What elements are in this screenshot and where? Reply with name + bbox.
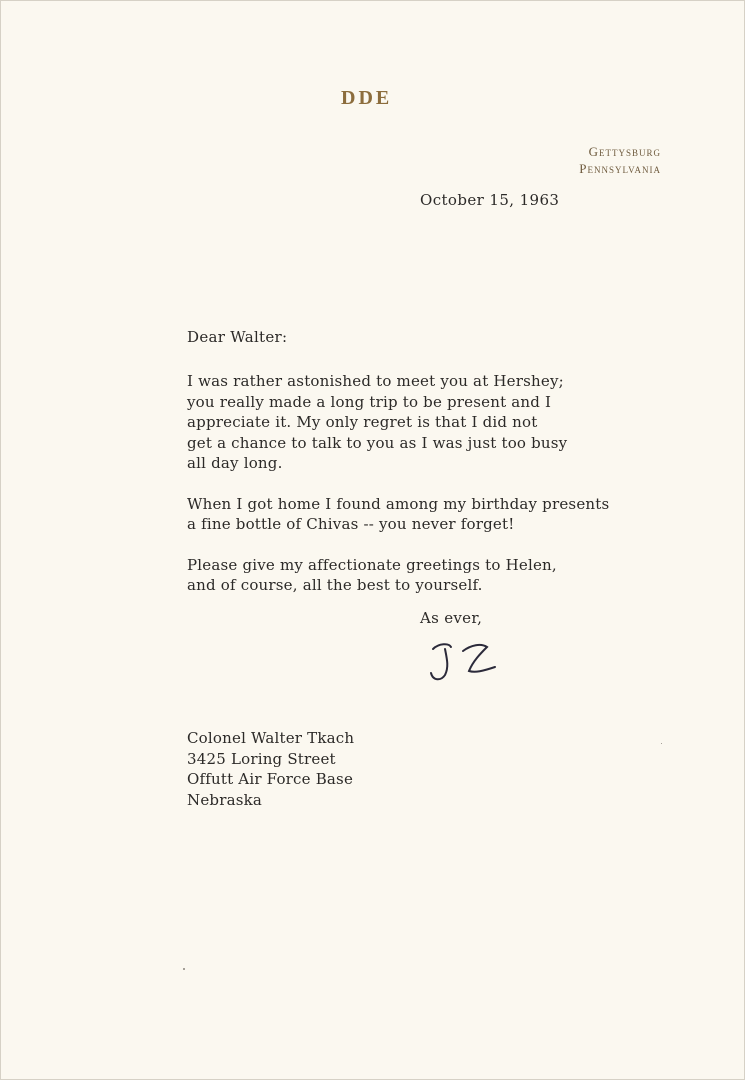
address-line: Nebraska [187, 790, 263, 809]
salutation: Dear Walter: [187, 328, 288, 346]
paragraph-3 [187, 555, 667, 596]
body-line: all day long. [187, 454, 283, 472]
paragraph-2 [187, 494, 667, 535]
letterhead-place [579, 143, 661, 177]
body-line: I was rather astonished to meet you at Hershey; [187, 372, 564, 390]
body-line: When I got home I found among my birthday presents [187, 494, 610, 513]
body-line: Please give my affectionate greetings to Helen, [187, 555, 557, 574]
paper-speck [183, 968, 185, 970]
address-line: Offutt Air Force Base [187, 770, 354, 788]
letterhead-monogram: DDE [341, 87, 393, 109]
body-line: and of course, all the best to yourself. [187, 576, 483, 594]
letter-date: October 15, 1963 [420, 191, 560, 209]
body-line: you really made a long trip to be present and I [187, 392, 552, 411]
recipient-address [187, 728, 354, 810]
letter-body [187, 371, 667, 616]
paragraph-1 [187, 371, 667, 474]
body-line: get a chance to talk to you as I was just too busy [187, 433, 568, 452]
address-line: Colonel Walter Tkach [187, 729, 355, 747]
closing: As ever, [420, 609, 483, 627]
body-line: appreciate it. My only regret is that I did not [187, 413, 538, 431]
letterhead-place-city: Gettysburg [588, 144, 661, 159]
body-line: a fine bottle of Chivas -- you never forget! [187, 515, 515, 533]
signature-initials [425, 637, 505, 689]
paper-speck [661, 743, 662, 744]
letterhead-place-state: Pennsylvania [579, 161, 661, 176]
address-line: 3425 Loring Street [187, 749, 336, 768]
